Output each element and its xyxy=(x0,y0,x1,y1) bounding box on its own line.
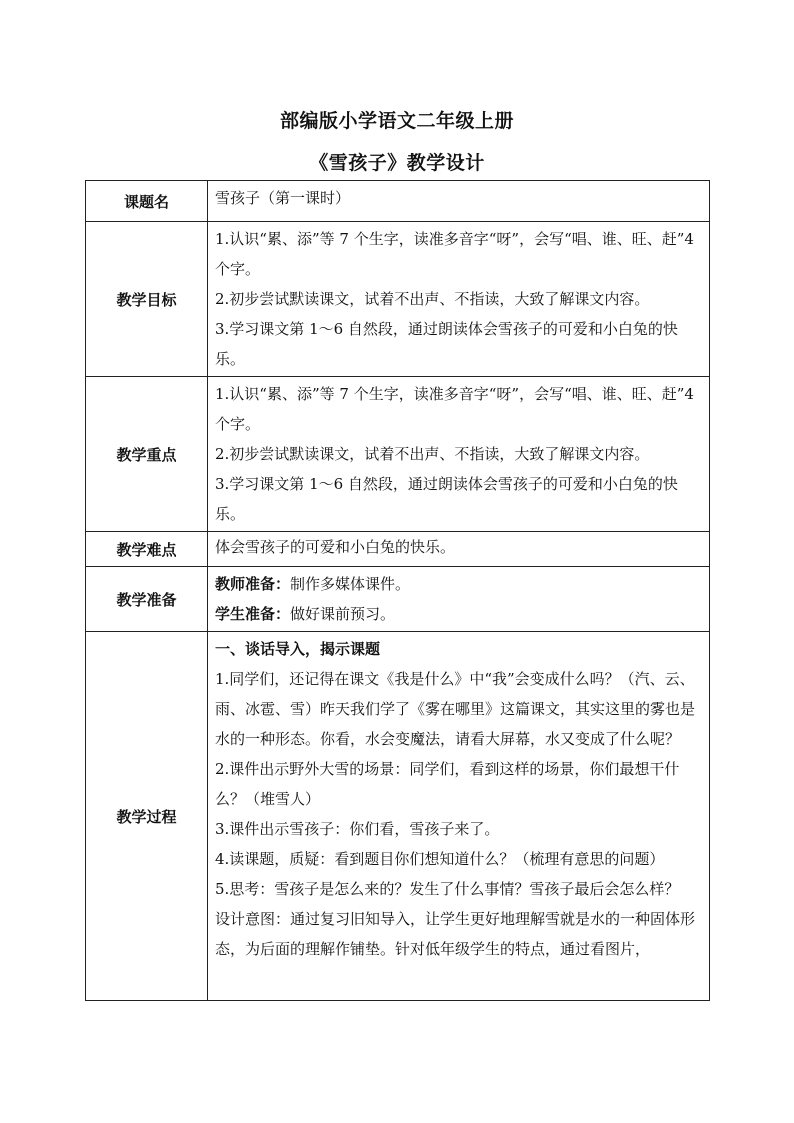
row-key-points xyxy=(86,377,710,532)
document-title: 部编版小学语文二年级上册 xyxy=(279,110,514,132)
objective-item: 1.认识“累、添”等 7 个生字，读准多音字“呀”，会写“唱、谁、旺、赶”4 个字。 xyxy=(215,230,694,278)
process-label: 教学过程 xyxy=(86,632,208,1001)
key-point-item: 3.学习课文第 1～6 自然段，通过朗读体会雪孩子的可爱和小白兔的快乐。 xyxy=(215,475,678,523)
row-topic xyxy=(86,181,710,222)
design-intent: 设计意图：通过复习旧知导入，让学生更好地理解雪就是水的一种固体形态，为后面的理解作铺垫。针对低年级学生的特点，通过看图片， xyxy=(215,910,696,958)
key-points-content xyxy=(208,377,710,532)
objectives-label: 教学目标 xyxy=(86,222,208,377)
key-point-item: 1.认识“累、添”等 7 个生字，读准多音字“呀”，会写“唱、谁、旺、赶”4 个字。 xyxy=(215,385,694,433)
process-item: 5.思考：雪孩子是怎么来的？发生了什么事情？雪孩子最后会怎么样？ xyxy=(215,880,680,898)
process-item: 1.同学们，还记得在课文《我是什么》中“我”会变成什么吗？（汽、云、雨、冰雹、雪）昨天我们学了《雾在哪里》这篇课文，其实这里的雾也是水的一种形态。你看，水会变魔法，请看大屏幕，水又变成了什么呢？ xyxy=(215,670,696,748)
lesson-plan-table xyxy=(85,180,710,1001)
objective-item: 2.初步尝试默读课文，试着不出声、不指读，大致了解课文内容。 xyxy=(215,290,650,308)
teacher-preparation-label: 教师准备： xyxy=(215,575,291,593)
key-point-item: 2.初步尝试默读课文，试着不出声、不指读，大致了解课文内容。 xyxy=(215,445,650,463)
row-preparation xyxy=(86,567,710,632)
row-difficulties xyxy=(86,532,710,567)
topic-value: 雪孩子（第一课时） xyxy=(208,181,710,222)
row-objectives xyxy=(86,222,710,377)
student-preparation-value: 做好课前预习。 xyxy=(290,605,396,623)
student-preparation-label: 学生准备： xyxy=(215,605,291,623)
student-preparation xyxy=(215,599,705,629)
row-process xyxy=(86,632,710,1001)
difficulties-value: 体会雪孩子的可爱和小白兔的快乐。 xyxy=(208,532,710,567)
objectives-content xyxy=(208,222,710,377)
objective-item: 3.学习课文第 1～6 自然段，通过朗读体会雪孩子的可爱和小白兔的快乐。 xyxy=(215,320,678,368)
preparation-content xyxy=(208,567,710,632)
process-section-heading: 一、谈话导入，揭示课题 xyxy=(215,640,381,658)
preparation-label: 教学准备 xyxy=(86,567,208,632)
teacher-preparation xyxy=(215,569,705,599)
process-item: 4.读课题，质疑：看到题目你们想知道什么？（梳理有意思的问题） xyxy=(215,850,665,868)
teacher-preparation-value: 制作多媒体课件。 xyxy=(290,575,411,593)
document-subtitle: 《雪孩子》教学设计 xyxy=(309,152,485,174)
difficulties-label: 教学难点 xyxy=(86,532,208,567)
process-content xyxy=(208,632,710,1001)
topic-label: 课题名 xyxy=(86,181,208,222)
process-item: 3.课件出示雪孩子：你们看，雪孩子来了。 xyxy=(215,820,500,838)
process-item: 2.课件出示野外大雪的场景：同学们，看到这样的场景，你们最想干什么？（堆雪人） xyxy=(215,760,680,808)
key-points-label: 教学重点 xyxy=(86,377,208,532)
